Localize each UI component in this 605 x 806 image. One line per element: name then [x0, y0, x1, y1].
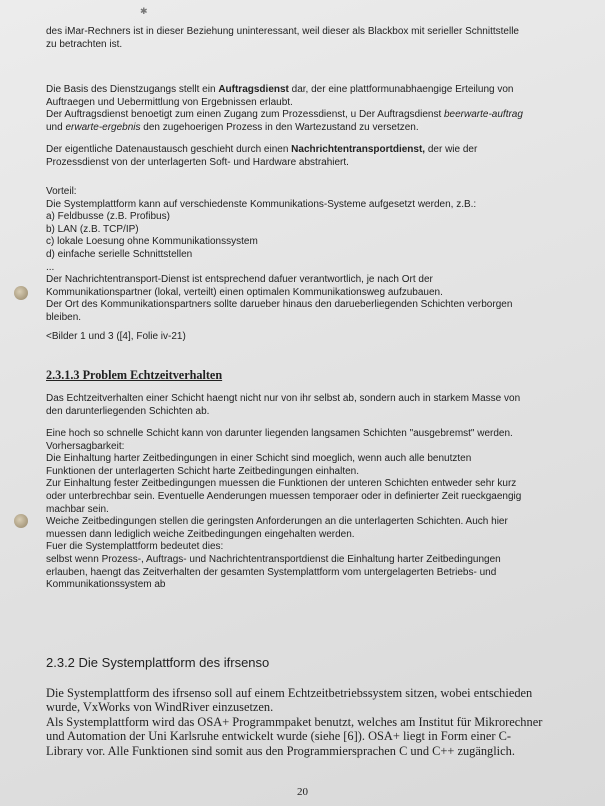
list-item: a) Feldbusse (z.B. Profibus) — [46, 211, 170, 223]
text-line: Die Einhaltung harter Zeitbedingungen in einer Schicht sind moeglich, wenn auch alle benutzten — [46, 453, 472, 465]
text-line: Die Systemplattform des ifrsenso soll auf einem Echtzeitbetriebssystem sitzen, wobei entschieden — [46, 686, 533, 700]
text-line: Das Echtzeitverhalten einer Schicht haengt nicht nur von ihr selbst ab, sondern auch in starkem Masse von — [46, 393, 521, 404]
text-line: Vorteil: — [46, 186, 77, 197]
text-line: Vorhersagbarkeit: — [46, 440, 125, 452]
list-item: d) einfache serielle Schnittstellen — [46, 248, 193, 260]
ifrsenso-paragraph-1 — [46, 686, 566, 715]
text-line: Der Nachrichtentransport-Dienst ist entsprechend dafuer verantwortlich, je nach Ort der — [46, 274, 433, 286]
text-line: Der eigentliche Datenaustausch geschieht durch einen Nachrichtentransportdienst, der wie der — [46, 144, 478, 155]
dienstzugang-paragraph — [46, 84, 566, 134]
text-line: bleiben. — [46, 311, 82, 323]
text-line: muessen dann lediglich weiche Zeitbedingungen eingehalten werden. — [46, 528, 355, 540]
binder-hole-top — [14, 286, 28, 300]
echtzeit-paragraph-1 — [46, 393, 566, 418]
text-line: Kommunikationspartner (lokal, verteilt) einen optimalen Kommunikationsweg aufzubauen. — [46, 286, 443, 298]
list-item: b) LAN (z.B. TCP/IP) — [46, 223, 139, 235]
text-line: wurde, VxWorks von WindRiver einzusetzen. — [46, 700, 274, 715]
text-line: Auftraegen und Uebermittlung von Ergebnissen erlaubt. — [46, 96, 293, 108]
pencil-mark: ✱ — [140, 6, 148, 16]
term-nachrichtentransportdienst: Nachrichtentransportdienst, — [291, 144, 426, 155]
text-line: machbar sein. — [46, 503, 109, 515]
text-line: Funktionen der unterlagerten Schicht harte Zeitbedingungen einhalten. — [46, 465, 359, 477]
list-item: c) lokale Loesung ohne Kommunikationssystem — [46, 236, 258, 248]
text-line: oder unterbrechbar sein. Eventuelle Aenderungen muessen temporaer oder in definierter Zeit rueckgaengig — [46, 490, 522, 502]
text-line: und erwarte-ergebnis den zugehoerigen Prozess in den Wartezustand zu versetzen. — [46, 121, 419, 133]
text-line: Als Systemplattform wird das OSA+ Programmpaket benutzt, welches am Institut für Mikrorechner — [46, 715, 543, 729]
text-line: Prozessdienst von der unterlagerten Soft- und Hardware abstrahiert. — [46, 156, 349, 168]
term-beerwarte-auftrag: beerwarte-auftrag — [444, 109, 523, 121]
text-line: Die Systemplattform kann auf verschiedenste Kommunikations-Systeme aufgesetzt werden, z.B.: — [46, 198, 477, 210]
echtzeit-paragraph-2 — [46, 428, 566, 592]
text-line: des iMar-Rechners ist in dieser Beziehung uninteressant, weil dieser als Blackbox mit serieller Schnittstelle — [46, 26, 519, 37]
datenaustausch-paragraph — [46, 144, 566, 169]
text-line: Library vor. Alle Funktionen sind somit aus den Programmiersprachen C und C++ zugänglich. — [46, 743, 515, 758]
text-line: Der Auftragsdienst benoetigt zum einen Zugang zum Prozessdienst, u Der Auftragsdienst beerwarte-auftrag — [46, 109, 523, 121]
figure-reference: <Bilder 1 und 3 ([4], Folie iv-21) — [46, 331, 186, 342]
text-line: erlauben, haengt das Zeitverhalten der gesamten Systemplattform vom untergelagerten Betriebs- und — [46, 566, 497, 578]
text-line: selbst wenn Prozess-, Auftrags- und Nachrichtentransportdienst die Einhaltung harter Zeitbedingungen — [46, 553, 501, 565]
text-line: und Automation der Uni Karlsruhe entwickelt wurde (siehe [6]). OSA+ liegt in Form einer C- — [46, 729, 511, 744]
text-line: Eine hoch so schnelle Schicht kann von darunter liegenden langsamen Schichten "ausgebremst" werden. — [46, 428, 513, 439]
vorteil-paragraph — [46, 186, 566, 325]
text-line: Zur Einhaltung fester Zeitbedingungen muessen die Funktionen der unteren Schichten entweder sehr kurz — [46, 478, 517, 490]
text-line: Der Ort des Kommunikationspartners sollte darueber hinaus den darueberliegenden Schichten verborgen — [46, 299, 513, 311]
text-line: den darunterliegenden Schichten ab. — [46, 405, 210, 417]
section-heading-systemplattform-ifrsenso: 2.3.2 Die Systemplattform des ifrsenso — [46, 655, 270, 670]
text-line: Die Basis des Dienstzugangs stellt ein Auftragsdienst dar, der eine plattformunabhaengige Erteilung von — [46, 84, 514, 95]
term-auftragsdienst: Auftragsdienst — [218, 84, 289, 95]
page-number: 20 — [297, 786, 308, 798]
text-line: ... — [46, 261, 55, 273]
text-line: zu betrachten ist. — [46, 38, 123, 50]
text-line: Kommunikationssystem ab — [46, 579, 166, 591]
section-heading-problem-echtzeitverhalten: 2.3.1.3 Problem Echtzeitverhalten — [46, 368, 223, 382]
text-line: Weiche Zeitbedingungen stellen die geringsten Anforderungen an die unterlagerten Schichten. Auch hier — [46, 516, 508, 528]
binder-hole-bottom — [14, 514, 28, 528]
text-line: Fuer die Systemplattform bedeutet dies: — [46, 541, 224, 553]
term-erwarte-ergebnis: erwarte-ergebnis — [65, 121, 141, 133]
intro-paragraph — [46, 26, 566, 51]
ifrsenso-paragraph-2 — [46, 715, 566, 758]
